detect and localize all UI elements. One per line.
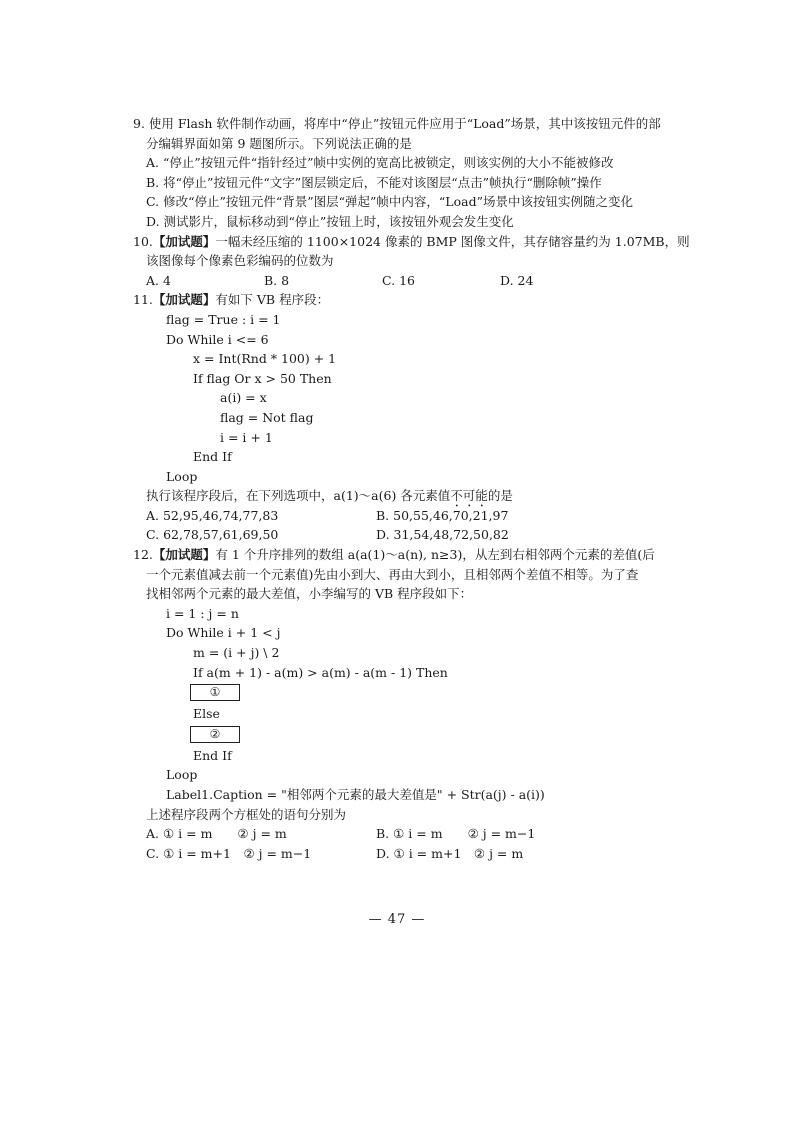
q11-option-d: D. 31,54,48,72,50,82 [376,527,509,543]
q11-code-line: i = i + 1 [220,429,273,445]
q10-options [133,271,673,291]
q12-options-row1 [133,824,673,844]
q11-ask-post: 的是 [487,488,513,504]
q12-number: 12. [133,547,153,563]
q11-options-row1 [133,506,673,526]
q9-option-c: C. 修改“停止”按钮元件“背景”图层“弹起”帧中内容，“Load”场景中该按钮实例随之变化 [146,194,633,210]
q11-number: 11. [133,292,153,308]
q11-tag: 【加试题】 [152,292,216,308]
q11-code-line: flag = True : i = 1 [166,311,281,327]
q11-option-b: B. 50,55,46,70,21,97 [376,507,509,523]
q12-code-line: Do While i + 1 < j [166,625,281,641]
q9-option-b: B. 将“停止”按钮元件“文字”图层锁定后，不能对该图层“点击”帧执行“删除帧”操作 [146,174,602,190]
q12-tag: 【加试题】 [152,547,216,563]
q10-stem-line2: 该图像每个像素色彩编码的位数为 [146,253,334,269]
q12-stem-line1 [133,545,673,565]
answer-blank-2: ② [190,726,240,743]
q11-question [133,486,673,506]
q12-option-d: D. ① i = m+1 ② j = m [376,845,524,861]
q12-blank-2-row [133,724,673,746]
question-9 [133,114,673,232]
q11-option-c: C. 62,78,57,61,69,50 [146,527,279,543]
q10-option-c: C. 16 [382,272,415,288]
q10-option-b: B. 8 [264,272,290,288]
q9-option-a: A. “停止”按钮元件“指针经过”帧中实例的宽高比被锁定，则该实例的大小不能被修改 [146,155,614,171]
q12-option-a: A. ① i = m ② j = m [146,826,287,842]
q10-number: 10. [133,233,153,249]
q12-code-line: If a(m + 1) - a(m) > a(m) - a(m - 1) Then [193,664,448,680]
q10-stem-line1 [133,232,690,252]
q11-code-line: x = Int(Rnd * 100) + 1 [193,351,337,367]
q9-option-d: D. 测试影片，鼠标移动到“停止”按钮上时，该按钮外观会发生变化 [146,213,514,229]
q11-ask-emphasis: 不可能 [450,488,488,504]
q11-code-line: Loop [166,468,198,484]
q12-code-line: m = (i + j) \ 2 [193,645,280,661]
q12-option-c: C. ① i = m+1 ② j = m−1 [146,845,312,861]
question-12 [133,545,673,863]
q12-code-line: Else [193,706,220,722]
q12-code-line: Label1.Caption = "相邻两个元素的最大差值是" + Str(a(j) - a(i)) [166,787,545,802]
q12-stem-line2: 一个元素值减去前一个元素值)先由小到大、再由大到小，且相邻两个差值不相等。为了查 [146,566,639,582]
q11-ask-pre: 执行该程序段后，在下列选项中，a(1)～a(6) 各元素值 [146,488,451,504]
questions [133,114,690,863]
q12-question: 上述程序段两个方框处的语句分别为 [146,806,347,822]
q11-option-a: A. 52,95,46,74,77,83 [146,507,279,523]
q11-stem-text: 有如下 VB 程序段： [215,292,330,308]
q11-code-line: Do While i <= 6 [166,331,269,347]
q9-stem-line1: 9. 使用 Flash 软件制作动画，将库中“停止”按钮元件应用于“Load”场景，其中该按钮元件的部 [133,116,661,131]
q11-code-line: End If [193,449,232,465]
q11-options-row2 [133,525,673,545]
q10-option-d: D. 24 [500,272,534,288]
q10-tag: 【加试题】 [152,233,216,249]
q11-code-line: a(i) = x [220,390,267,406]
page-number: — 47 — [368,912,426,927]
q9-stem-line2: 分编辑界面如第 9 题图所示。下列说法正确的是 [146,135,412,151]
q12-stem-line3: 找相邻两个元素的最大差值，小李编写的 VB 程序段如下： [146,586,473,602]
question-10 [133,232,690,291]
q12-code-line: i = 1 : j = n [166,605,239,621]
q12-code-line: End If [193,747,232,763]
q12-code-line: Loop [166,767,198,783]
q10-stem-text: 一幅未经压缩的 1100×1024 像素的 BMP 图像文件，其存储容量约为 1.07MB，则 [215,233,690,249]
q12-stem-text: 有 1 个升序排列的数组 a(a(1)～a(n), n≥3)，从左到右相邻两个元素的差值(后 [215,547,655,563]
q10-option-a: A. 4 [146,272,171,288]
q11-code-line: If flag Or x > 50 Then [193,370,332,386]
answer-blank-1: ① [190,684,240,701]
q11-stem [133,290,673,310]
q11-code-line: flag = Not flag [220,409,314,425]
q12-blank-1-row [133,682,673,704]
q12-options-row2 [133,844,673,864]
question-11 [133,290,673,545]
q12-option-b: B. ① i = m ② j = m−1 [376,826,536,842]
